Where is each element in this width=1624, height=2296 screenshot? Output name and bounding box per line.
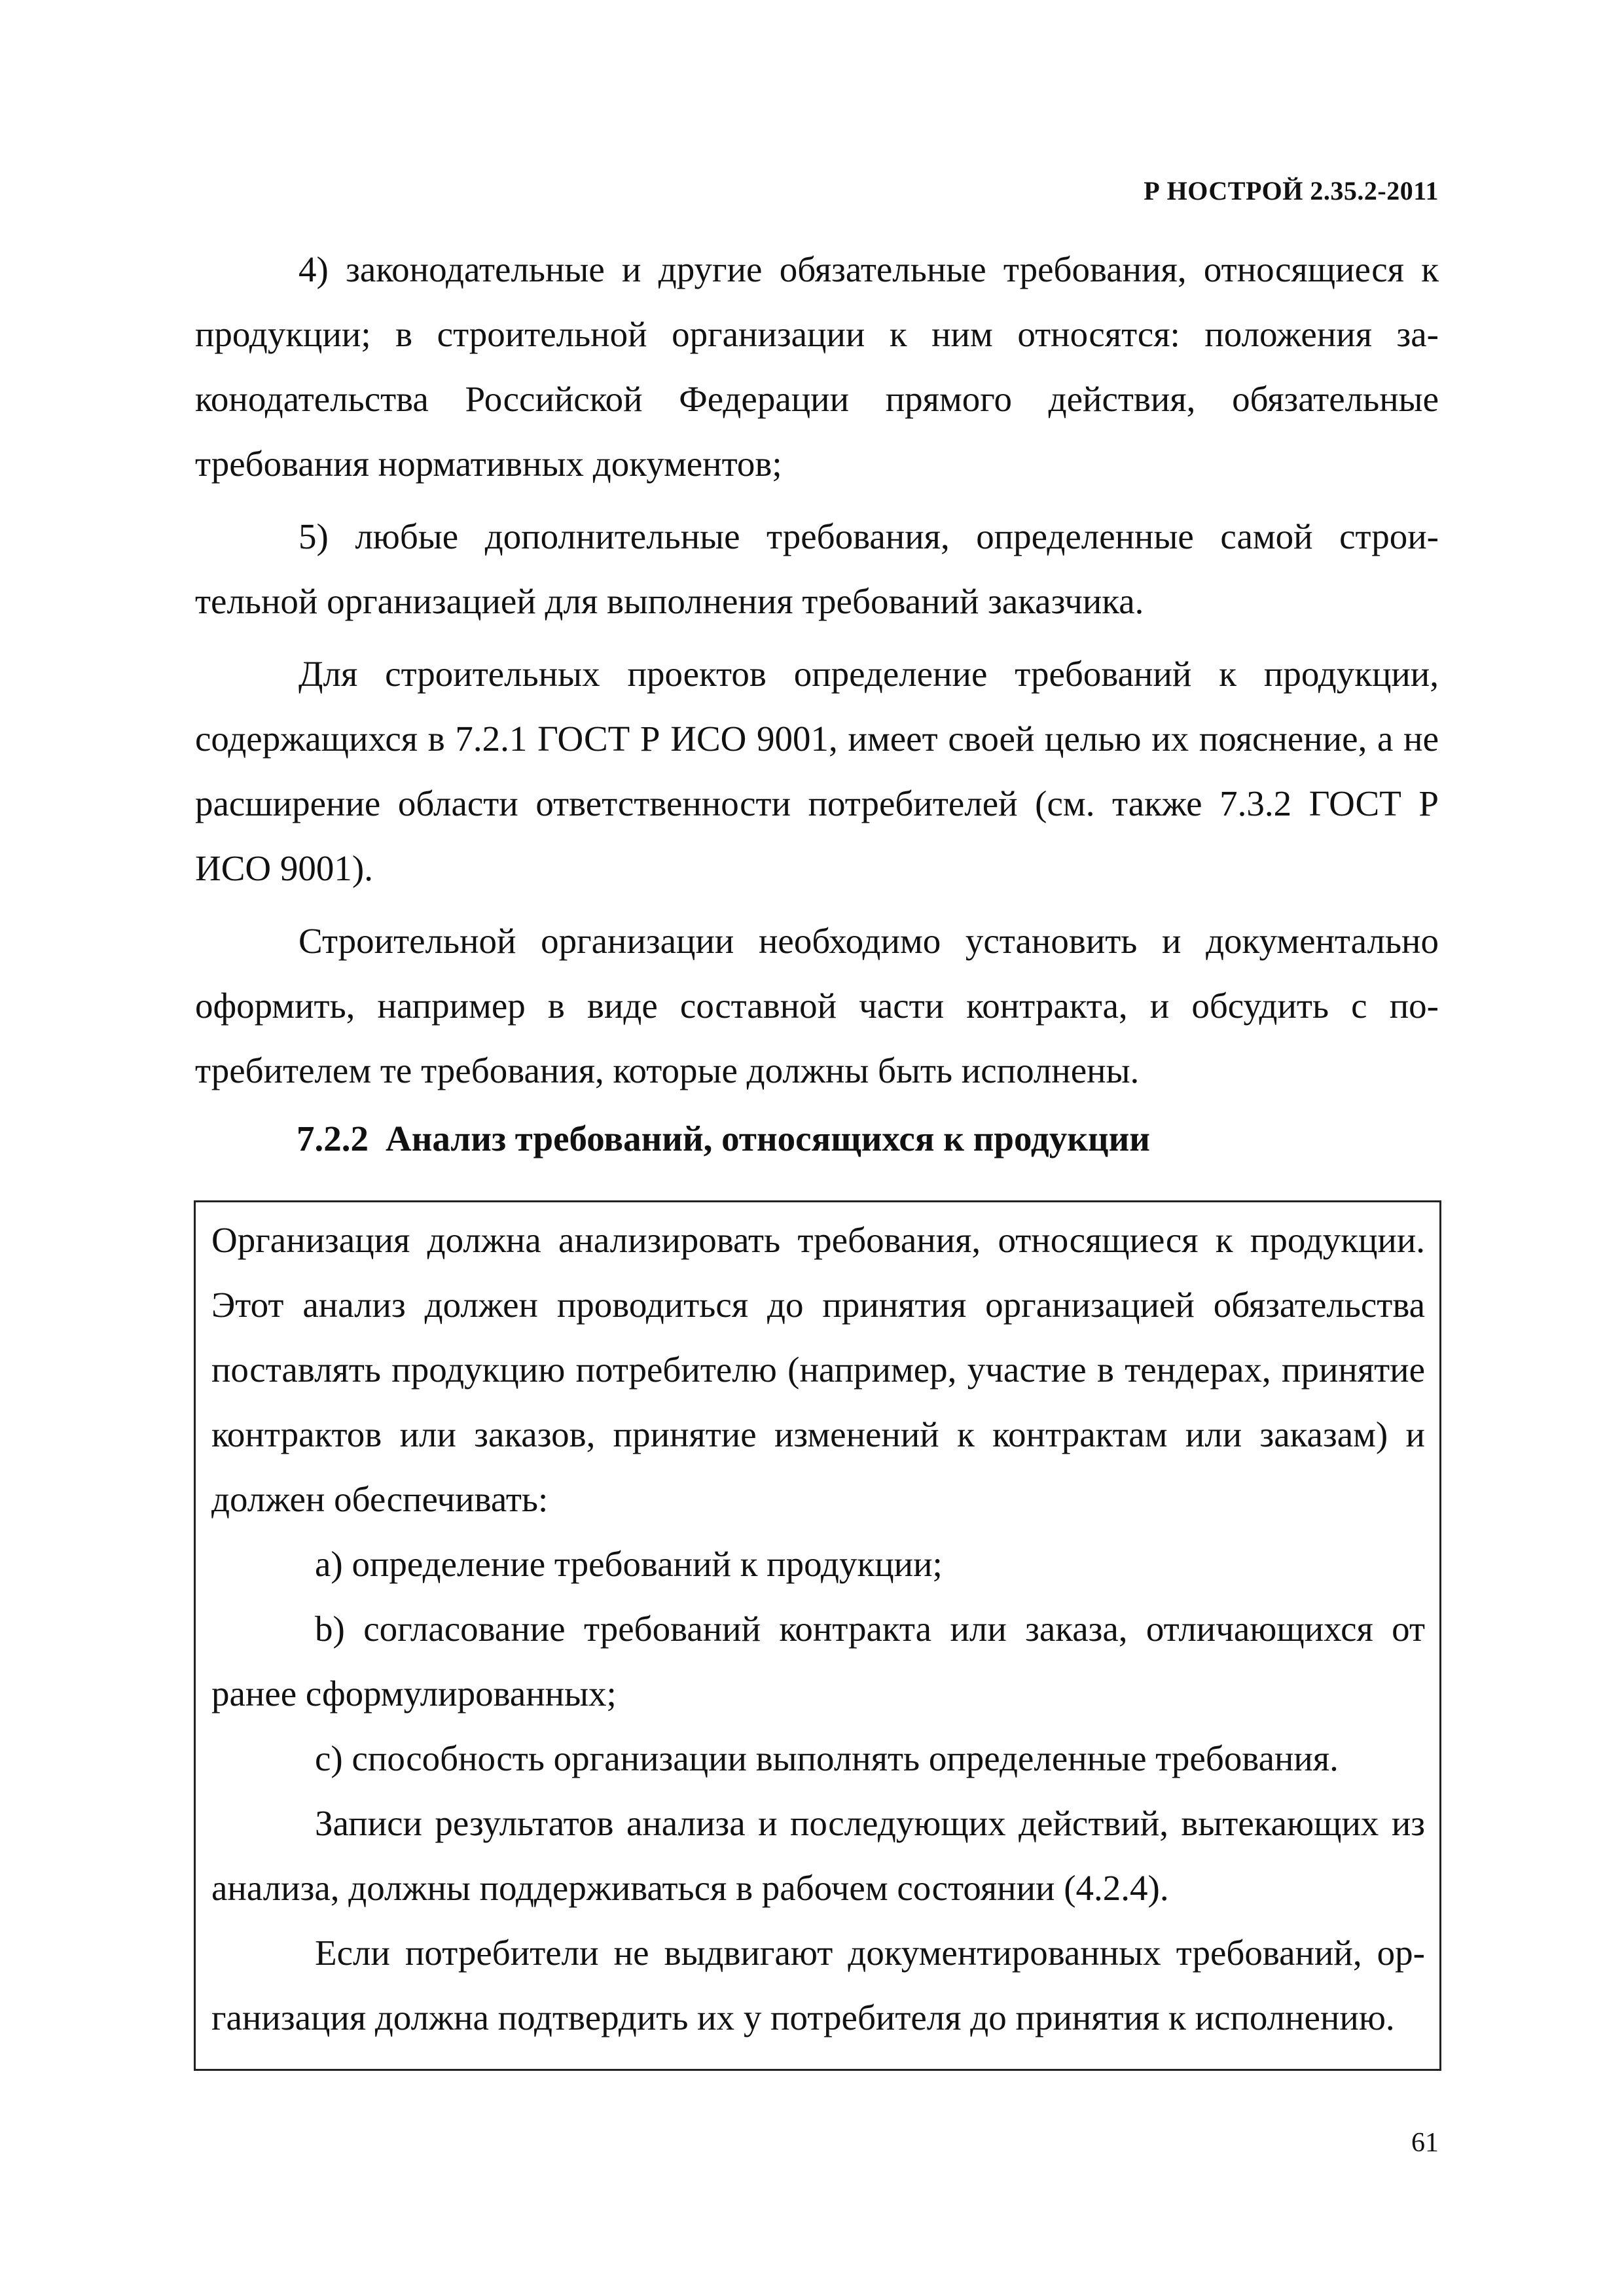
quote-list-item-b: b) согласование требований контракта или заказа, отличающихся от ранее сформулированных; — [211, 1609, 1425, 1713]
section-title: Анализ требований, относящихся к продукции — [386, 1119, 1150, 1158]
page-number: 61 — [1411, 2128, 1439, 2158]
quote-list-item-c: c) способность организации выполнять определенные требования. — [315, 1738, 1339, 1778]
quote-list-item-a: a) определение требований к продукции; — [315, 1544, 943, 1584]
running-header-title: Р НОСТРОЙ 2.35.2-2011 — [1144, 176, 1439, 206]
section-heading — [297, 1106, 1150, 1171]
paragraph-item-5: 5) любые дополнительные требования, определенные самой строительной организацией для выполнения требований заказчика. — [195, 516, 1439, 621]
paragraph-construction-projects: Для строительных проектов определение требований к продукции, содержащихся в 7.2.1 ГОСТ Р ИСО 9001, имеет своей целью их пояснение, а не расширение области ответственности потребителей (см. также 7.3.2 ГОСТ Р ИСО 9001). — [195, 654, 1439, 888]
paragraph-contract-requirements: Строительной организации необходимо установить и документально оформить, например в виде составной части контракта, и обсудить с потребителем те требования, которые должны быть исполнены. — [195, 921, 1439, 1090]
paragraph-item-4: 4) законодательные и другие обязательные требования, относящиеся к продукции; в строительной организации к ним относятся: положения законодательства Российской Федерации прямого действия, обязательные требования нормативных документов; — [195, 249, 1439, 484]
standard-quote-box — [194, 1200, 1441, 2071]
quote-intro: Организация должна анализировать требования, относящиеся к продукции. Этот анализ должен проводиться до принятия организацией обязательства поставлять продукцию потребителю (например, участие в тендерах, принятие контрактов или заказов, принятие изменений к контрактам или заказам) и должен обеспечивать: — [211, 1220, 1425, 1519]
section-number: 7.2.2 — [297, 1119, 369, 1158]
quote-closing: Если потребители не выдвигают документированных требований, организация должна подтвердить их у потребителя до принятия к исполнению. — [211, 1933, 1425, 2037]
body-text — [195, 237, 1439, 1111]
quote-records: Записи результатов анализа и последующих действий, вытекающих из анализа, должны поддерживаться в рабочем состоянии (4.2.4). — [211, 1803, 1425, 1908]
